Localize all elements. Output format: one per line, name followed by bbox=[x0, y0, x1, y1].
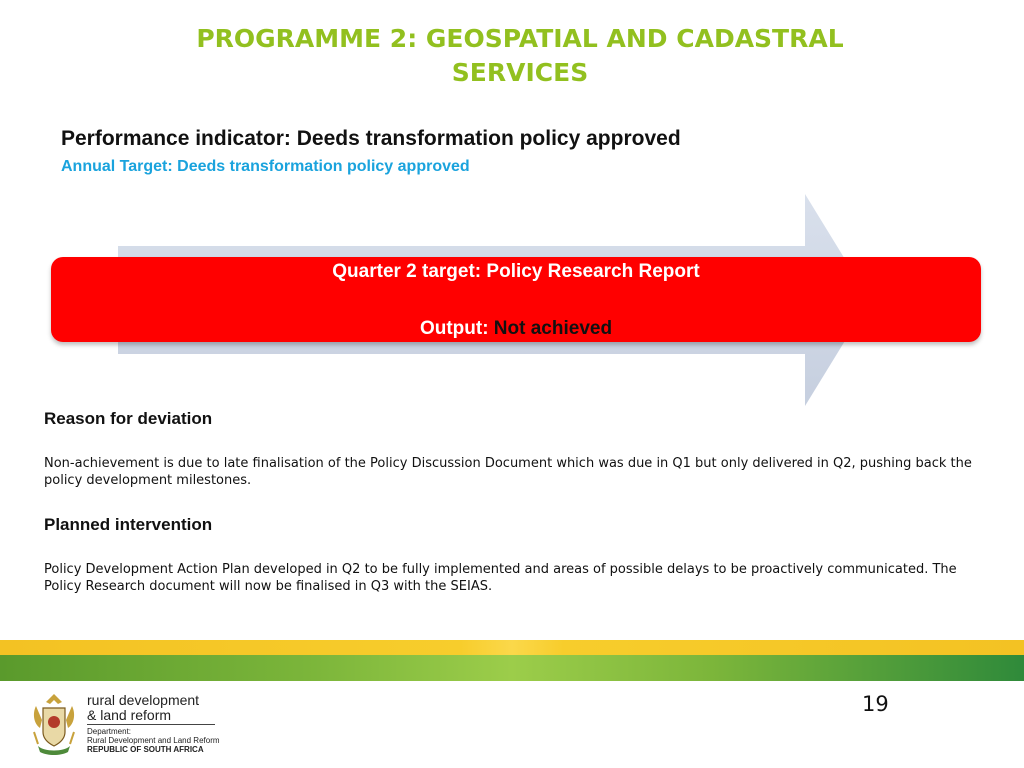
wordmark-line-2: & land reform bbox=[87, 707, 172, 723]
quarter-target: Quarter 2 target: Policy Research Report bbox=[332, 261, 700, 282]
intervention-text: Policy Development Action Plan developed in Q2 to be fully implemented and areas of possible delays to be proactively communicated. The Policy Research document will now be finalised in Q3 with the SEIAS. bbox=[44, 562, 957, 594]
logo-divider bbox=[87, 724, 215, 725]
footer-band-green bbox=[0, 655, 1024, 681]
deviation-text: Non-achievement is due to late finalisation of the Policy Discussion Document which was due in Q1 but only delivered in Q2, pushing back the policy development milestones. bbox=[44, 456, 972, 488]
department-label: Department: bbox=[87, 727, 132, 736]
slide-title bbox=[0, 22, 1024, 90]
quarter-target-box bbox=[51, 257, 981, 342]
output-label: Output: bbox=[419, 318, 489, 339]
footer-band-yellow bbox=[0, 640, 1024, 655]
department-wordmark bbox=[87, 693, 199, 723]
coat-of-arms-logo bbox=[28, 692, 80, 758]
department-details bbox=[87, 727, 220, 754]
wordmark-line-1: rural development bbox=[87, 692, 200, 708]
output-line bbox=[51, 318, 981, 340]
department-name: Rural Development and Land Reform bbox=[87, 736, 220, 745]
deviation-heading: Reason for deviation bbox=[44, 409, 213, 428]
intervention-heading: Planned intervention bbox=[44, 515, 213, 534]
page-number: 19 bbox=[862, 692, 889, 716]
annual-target: Annual Target: Deeds transformation policy approved bbox=[61, 158, 470, 175]
slide-title-line-2: SERVICES bbox=[451, 58, 589, 87]
country-name: REPUBLIC OF SOUTH AFRICA bbox=[87, 745, 204, 754]
output-value: Not achieved bbox=[493, 318, 613, 339]
performance-indicator: Performance indicator: Deeds transformation policy approved bbox=[61, 127, 681, 150]
slide-title-line-1: PROGRAMME 2: GEOSPATIAL AND CADASTRAL bbox=[196, 24, 844, 53]
